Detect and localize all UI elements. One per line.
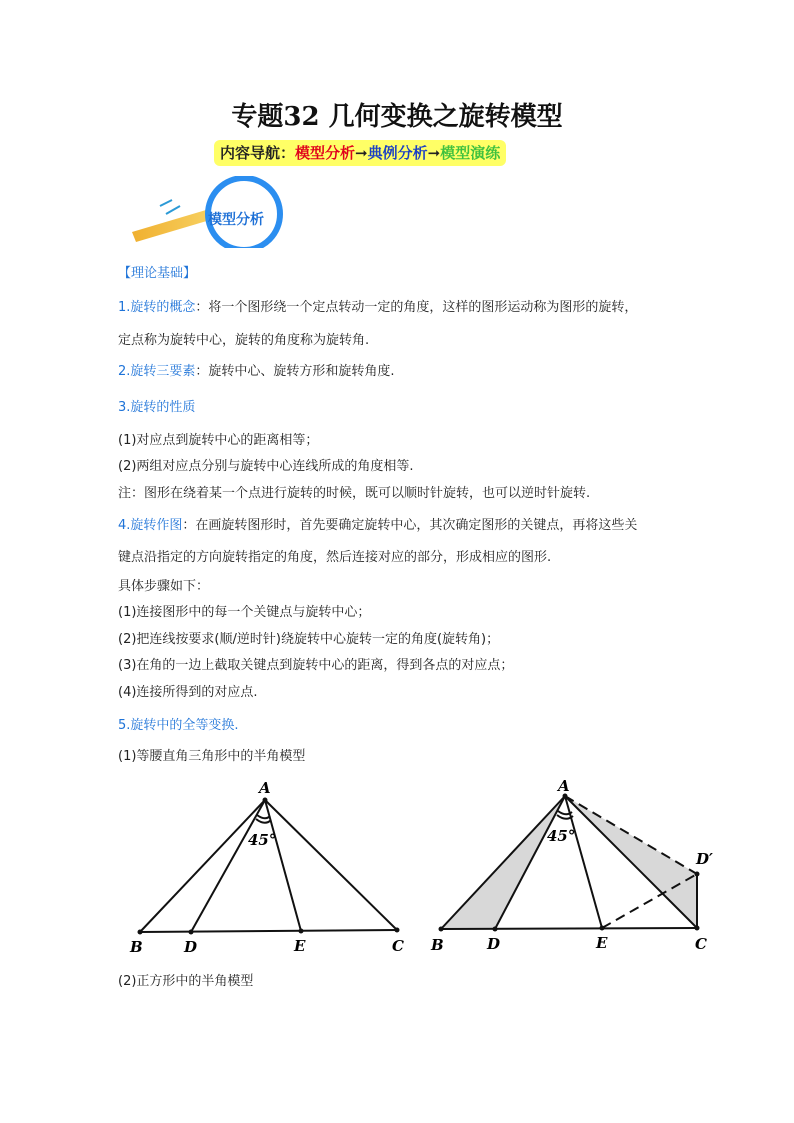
label-B: B xyxy=(431,936,444,954)
step-item: (2)把连线按要求(顺/逆时针)绕旋转中心旋转一定的角度(旋转角)； xyxy=(118,632,500,647)
page-title: 专题32 几何变换之旋转模型 xyxy=(231,102,563,132)
para-2 xyxy=(118,360,395,379)
model-2-caption: (2)正方形中的半角模型 xyxy=(118,974,254,989)
para-4-label: 4.旋转作图 xyxy=(118,518,183,533)
label-D: D xyxy=(184,938,198,956)
label-B: B xyxy=(130,938,143,956)
label-C: C xyxy=(695,935,707,953)
para-4-text: ：在画旋转图形时，首先要确定旋转中心，其次确定图形的关键点，再将这些关 xyxy=(182,518,638,533)
nav-item-example-analysis[interactable]: 典例分析 xyxy=(367,144,428,162)
label-D-prime: D′ xyxy=(696,850,713,868)
steps-intro: 具体步骤如下： xyxy=(118,579,210,594)
figure-isosceles-right-triangle-half-angle xyxy=(120,775,420,960)
nav-item-model-analysis[interactable]: 模型分析 xyxy=(295,144,356,162)
para-2-label: 2.旋转三要素 xyxy=(118,364,196,379)
label-C: C xyxy=(392,937,404,955)
step-item: (3)在角的一边上截取关键点到旋转中心的距离，得到各点的对应点； xyxy=(118,658,514,673)
label-angle: 45° xyxy=(248,831,277,849)
section-header: 【理论基础】 xyxy=(118,266,197,281)
label-A: A xyxy=(259,779,271,797)
para-5-label: 5.旋转中的全等变换. xyxy=(118,718,239,733)
list-item: (2)两组对应点分别与旋转中心连线所成的角度相等. xyxy=(118,459,414,474)
label-angle: 45° xyxy=(547,827,576,845)
para-1-label: 1.旋转的概念 xyxy=(118,300,196,315)
para-3-label: 3.旋转的性质 xyxy=(118,400,196,415)
label-D: D xyxy=(487,935,501,953)
para-2-text: ：旋转中心、旋转方形和旋转角度. xyxy=(195,364,395,379)
step-item: (4)连接所得到的对应点. xyxy=(118,685,258,700)
para-1-cont: 定点称为旋转中心，旋转的角度称为旋转角. xyxy=(118,333,370,348)
label-A: A xyxy=(558,777,570,795)
label-E: E xyxy=(596,934,608,952)
nav-arrow-1: ➞ xyxy=(355,144,368,162)
figure-rotation-half-angle xyxy=(425,772,725,962)
para-4-cont: 键点沿指定的方向旋转指定的角度，然后连接对应的部分，形成相应的图形. xyxy=(118,550,552,565)
step-item: (1)连接图形中的每一个关键点与旋转中心； xyxy=(118,605,371,620)
nav-arrow-2: ➞ xyxy=(427,144,441,162)
model-1-caption: (1)等腰直角三角形中的半角模型 xyxy=(118,749,306,764)
list-item: (1)对应点到旋转中心的距离相等； xyxy=(118,433,319,448)
note: 注：图形在绕着某一个点进行旋转的时候，既可以顺时针旋转，也可以逆时针旋转. xyxy=(118,486,591,501)
para-4 xyxy=(118,514,637,533)
nav-label: 内容导航： xyxy=(220,144,296,162)
content-navigation xyxy=(214,140,506,166)
label-E: E xyxy=(294,937,306,955)
para-1-text: ：将一个图形绕一个定点转动一定的角度，这样的图形运动称为图形的旋转， xyxy=(195,300,638,315)
para-1 xyxy=(118,296,637,315)
badge-label: 模型分析 xyxy=(208,212,264,228)
nav-item-model-practice[interactable]: 模型演练 xyxy=(440,144,501,162)
